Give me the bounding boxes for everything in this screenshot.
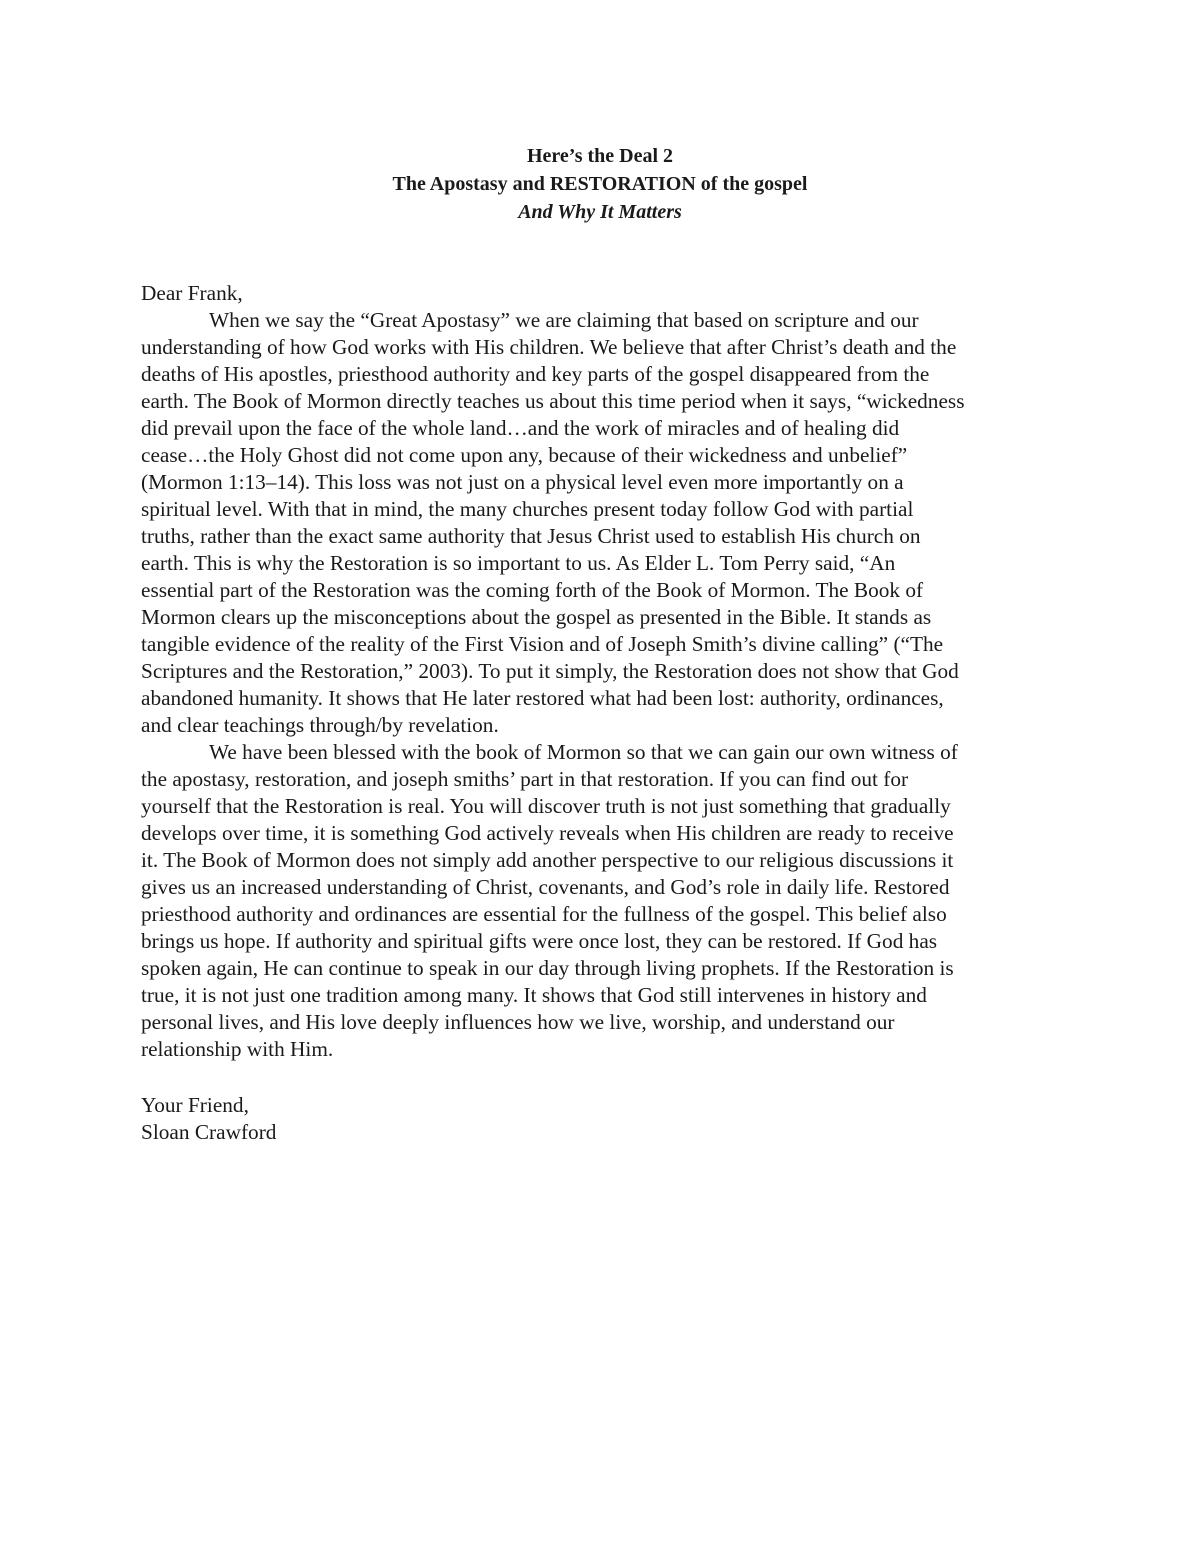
- closing: Your Friend,: [141, 1093, 249, 1117]
- paragraph-line: spiritual level. With that in mind, the many churches present today follow God with partial: [141, 497, 914, 521]
- paragraph-line: spoken again, He can continue to speak in our day through living prophets. If the Restoration is: [141, 956, 954, 980]
- paragraph-line: truths, rather than the exact same authority that Jesus Christ used to establish His church on: [141, 524, 921, 548]
- document-title: Here’s the Deal 2: [526, 145, 674, 167]
- paragraph-line: yourself that the Restoration is real. You will discover truth is not just something that gradually: [141, 794, 951, 818]
- paragraph-2: [141, 739, 1056, 1063]
- paragraph-line: relationship with Him.: [141, 1037, 334, 1061]
- paragraph-line: Mormon clears up the misconceptions about the gospel as presented in the Bible. It stands as: [141, 605, 932, 629]
- closing-block: [141, 1092, 741, 1146]
- paragraph-line: tangible evidence of the reality of the First Vision and of Joseph Smith’s divine calling” (“The: [141, 632, 944, 656]
- title-block: [0, 142, 1200, 226]
- paragraph-line: priesthood authority and ordinances are essential for the fullness of the gospel. This belief also: [141, 902, 947, 926]
- paragraph-line: earth. This is why the Restoration is so important to us. As Elder L. Tom Perry said, “An: [141, 551, 896, 575]
- paragraph-line: understanding of how God works with His children. We believe that after Christ’s death and the: [141, 335, 957, 359]
- salutation: Dear Frank,: [141, 281, 243, 305]
- paragraph-line: brings us hope. If authority and spiritual gifts were once lost, they can be restored. If God has: [141, 929, 938, 953]
- paragraph-line: did prevail upon the face of the whole land…and the work of miracles and of healing did: [141, 416, 900, 440]
- letter-body: [141, 280, 1056, 1063]
- signature: Sloan Crawford: [141, 1120, 277, 1144]
- paragraph-line: develops over time, it is something God actively reveals when His children are ready to receive: [141, 821, 954, 845]
- paragraph-line: Scriptures and the Restoration,” 2003). To put it simply, the Restoration does not show that God: [141, 659, 959, 683]
- paragraph-line: cease…the Holy Ghost did not come upon any, because of their wickedness and unbelief”: [141, 443, 908, 467]
- paragraph-line: essential part of the Restoration was the coming forth of the Book of Mormon. The Book of: [141, 578, 924, 602]
- paragraph-line: abandoned humanity. It shows that He later restored what had been lost: authority, ordinances,: [141, 686, 944, 710]
- paragraph-line: earth. The Book of Mormon directly teaches us about this time period when it says, “wickedness: [141, 389, 965, 413]
- paragraph-line: the apostasy, restoration, and joseph smiths’ part in that restoration. If you can find out for: [141, 767, 909, 791]
- paragraph-line: true, it is not just one tradition among many. It shows that God still intervenes in history and: [141, 983, 927, 1007]
- paragraph-line: it. The Book of Mormon does not simply add another perspective to our religious discussions it: [141, 848, 954, 872]
- paragraph-line: gives us an increased understanding of Christ, covenants, and God’s role in daily life. Restored: [141, 875, 950, 899]
- paragraph-line: personal lives, and His love deeply influences how we live, worship, and understand our: [141, 1010, 895, 1034]
- paragraph-line: (Mormon 1:13–14). This loss was not just on a physical level even more importantly on a: [141, 470, 904, 494]
- paragraph-line: When we say the “Great Apostasy” we are claiming that based on scripture and our: [209, 308, 919, 332]
- paragraph-line: deaths of His apostles, priesthood authority and key parts of the gospel disappeared from the: [141, 362, 930, 386]
- document-subtitle: The Apostasy and RESTORATION of the gospel: [392, 173, 808, 195]
- paragraph-1: [141, 307, 1056, 739]
- paragraph-line: and clear teachings through/by revelation.: [141, 713, 499, 737]
- document-tagline: And Why It Matters: [518, 201, 682, 223]
- paragraph-line: We have been blessed with the book of Mormon so that we can gain our own witness of: [209, 740, 958, 764]
